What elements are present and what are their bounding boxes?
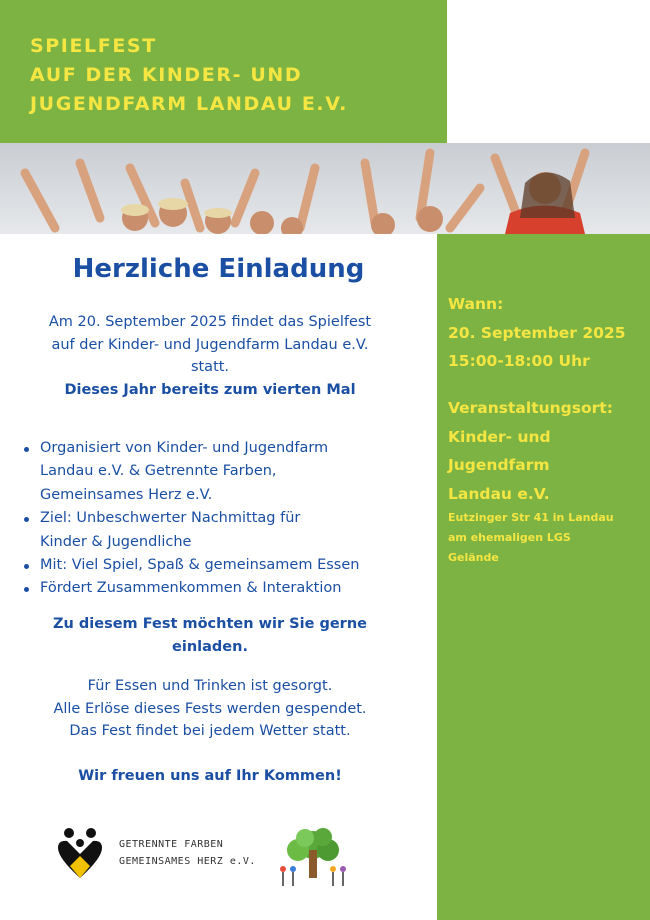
list-item (22, 577, 432, 600)
address-line: am ehemaligen LGS (448, 531, 571, 544)
list-item-line: Organisiert von Kinder- und Jugendfarm (40, 440, 329, 456)
venue-label: Veranstaltungsort: (448, 399, 613, 417)
intro-line: auf der Kinder- und Jugendfarm Landau e.V. (51, 336, 369, 353)
list-item-line: Landau e.V. & Getrennte Farben, (40, 463, 277, 480)
info-sidebar (437, 234, 650, 920)
children-photo (0, 143, 650, 234)
info-paragraph (0, 675, 420, 743)
invite-line: einladen. (172, 638, 248, 655)
feature-list (22, 437, 432, 601)
list-item (22, 554, 432, 577)
address-line: Eutzinger Str 41 in Landau (448, 511, 614, 524)
list-item-line: Fördert Zusammenkommen & Interaktion (40, 580, 342, 597)
header-title-line: SPIELFEST (30, 35, 157, 57)
partner-logo-line: GETRENNTE FARBEN (119, 839, 224, 850)
list-item-line: Kinder & Jugendliche (40, 533, 192, 550)
info-line: Alle Erlöse dieses Fests werden gespendet. (53, 700, 367, 717)
event-date: 20. September 2025 (448, 323, 626, 342)
intro-highlight: Dieses Jahr bereits zum vierten Mal (64, 381, 356, 398)
venue-block (448, 394, 613, 508)
when-block (448, 290, 626, 376)
intro-line: statt. (190, 359, 230, 375)
list-item-line: Ziel: Unbeschwerter Nachmittag für (40, 510, 301, 527)
list-item-line: Gemeinsames Herz e.V. (40, 486, 213, 503)
venue-line: Kinder- und (448, 427, 551, 446)
intro-line: Am 20. September 2025 findet das Spielfest (48, 314, 372, 330)
when-label: Wann: (448, 295, 504, 313)
venue-line: Jugendfarm (448, 456, 550, 474)
address-line: Gelände (448, 551, 499, 564)
header-title (30, 32, 348, 119)
header-title-line: JUGENDFARM LANDAU E.V. (30, 93, 348, 115)
header-banner (0, 0, 447, 143)
tree-children-icon (263, 820, 363, 890)
address-block (448, 508, 614, 568)
info-line: Für Essen und Trinken ist gesorgt. (87, 678, 333, 694)
invitation-title: Herzliche Einladung (72, 254, 365, 284)
invite-paragraph (0, 613, 420, 658)
partner-logo-line: GEMEINSAMES HERZ e.V. (119, 856, 256, 867)
info-line: Das Fest findet bei jedem Wetter statt. (69, 723, 351, 739)
event-time: 15:00-18:00 Uhr (448, 352, 590, 370)
heart-figures-icon (55, 826, 105, 881)
partner-logo-text (119, 836, 256, 870)
invite-line: Zu diesem Fest möchten wir Sie gerne (53, 616, 367, 632)
list-item (22, 437, 432, 507)
list-item-line: Mit: Viel Spiel, Spaß & gemeinsamem Essen (40, 557, 360, 574)
venue-line: Landau e.V. (448, 484, 550, 503)
header-title-line: AUF DER KINDER- UND (30, 64, 303, 86)
list-item (22, 507, 432, 554)
intro-paragraph (14, 311, 406, 401)
closing-line: Wir freuen uns auf Ihr Kommen! (78, 768, 342, 784)
